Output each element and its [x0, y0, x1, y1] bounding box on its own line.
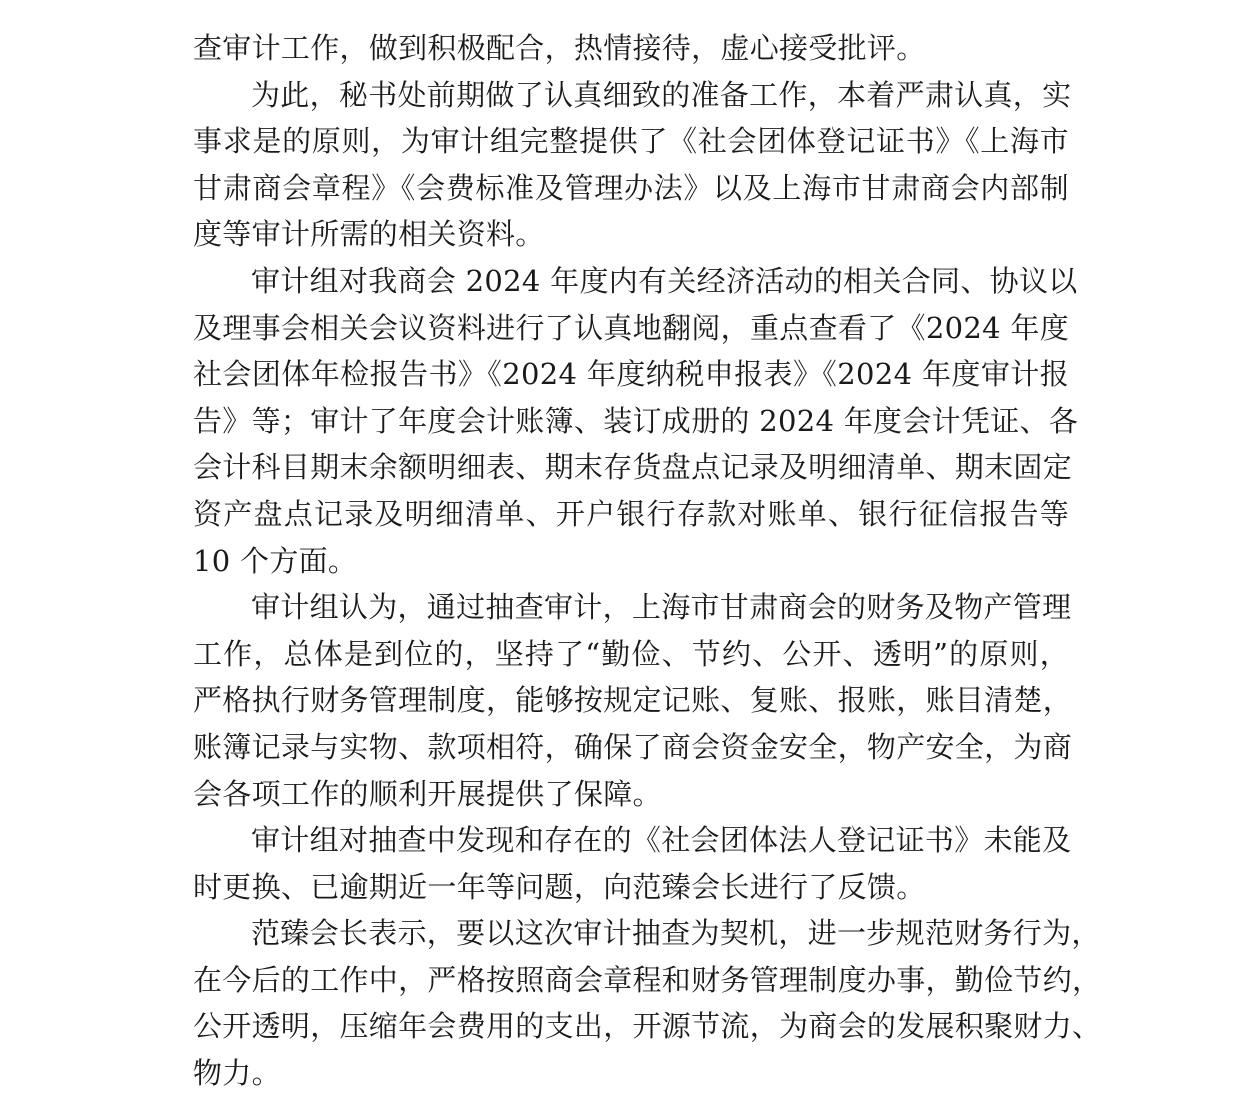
- text-line: 严格执行财务管理制度，能够按规定记账、复账、报账，账目清楚，: [193, 683, 1073, 718]
- text-line: 10 个方面。: [193, 543, 358, 578]
- text-line: 会各项工作的顺利开展提供了保障。: [193, 776, 662, 811]
- text-line: 查审计工作，做到积极配合，热情接待，虚心接受批评。: [193, 31, 926, 65]
- paragraph-4: [193, 584, 1073, 817]
- document-body: [193, 25, 1102, 1097]
- text-line: 公开透明，压缩年会费用的支出，开源节流，为商会的发展积聚财力、: [193, 1009, 1102, 1044]
- text-line: 在今后的工作中，严格按照商会章程和财务管理制度办事，勤俭节约，: [193, 962, 1102, 997]
- text-line: 审计组对我商会 2024 年度内有关经济活动的相关合同、协议以: [251, 263, 1078, 298]
- text-line: 审计组对抽查中发现和存在的《社会团体法人登记证书》未能及: [251, 823, 1072, 858]
- paragraph-6: [193, 910, 1102, 1096]
- text-line: 事求是的原则，为审计组完整提供了《社会团体登记证书》《上海市: [193, 124, 1069, 159]
- text-line: 物力。: [193, 1056, 281, 1091]
- paragraph-1: [193, 25, 1069, 72]
- text-line: 社会团体年检报告书》《2024 年度纳税申报表》《2024 年度审计报: [193, 357, 1069, 392]
- text-line: 资产盘点记录及明细清单、开户银行存款对账单、银行征信报告等: [193, 496, 1069, 531]
- paragraph-3: [193, 258, 1079, 584]
- paragraph-2: [193, 72, 1072, 258]
- text-line: 工作，总体是到位的，坚持了“勤俭、节约、公开、透明”的原则，: [193, 636, 1069, 671]
- text-line: 度等审计所需的相关资料。: [193, 217, 545, 252]
- text-line: 为此，秘书处前期做了认真细致的准备工作，本着严肃认真，实: [251, 77, 1072, 112]
- text-line: 范臻会长表示，要以这次审计抽查为契机，进一步规范财务行为，: [251, 916, 1101, 951]
- text-line: 告》等；审计了年度会计账簿、装订成册的 2024 年度会计凭证、各: [193, 403, 1079, 438]
- text-line: 账簿记录与实物、款项相符，确保了商会资金安全，物产安全，为商: [193, 729, 1073, 764]
- text-line: 审计组认为，通过抽查审计，上海市甘肃商会的财务及物产管理: [251, 590, 1072, 625]
- text-line: 甘肃商会章程》《会费标准及管理办法》以及上海市甘肃商会内部制: [193, 170, 1069, 205]
- paragraph-5: [193, 817, 1072, 910]
- text-line: 会计科目期末余额明细表、期末存货盘点记录及明细清单、期末固定: [193, 450, 1073, 485]
- text-line: 时更换、已逾期近一年等问题，向范臻会长进行了反馈。: [193, 869, 926, 904]
- text-line: 及理事会相关会议资料进行了认真地翻阅，重点查看了《2024 年度: [193, 310, 1069, 345]
